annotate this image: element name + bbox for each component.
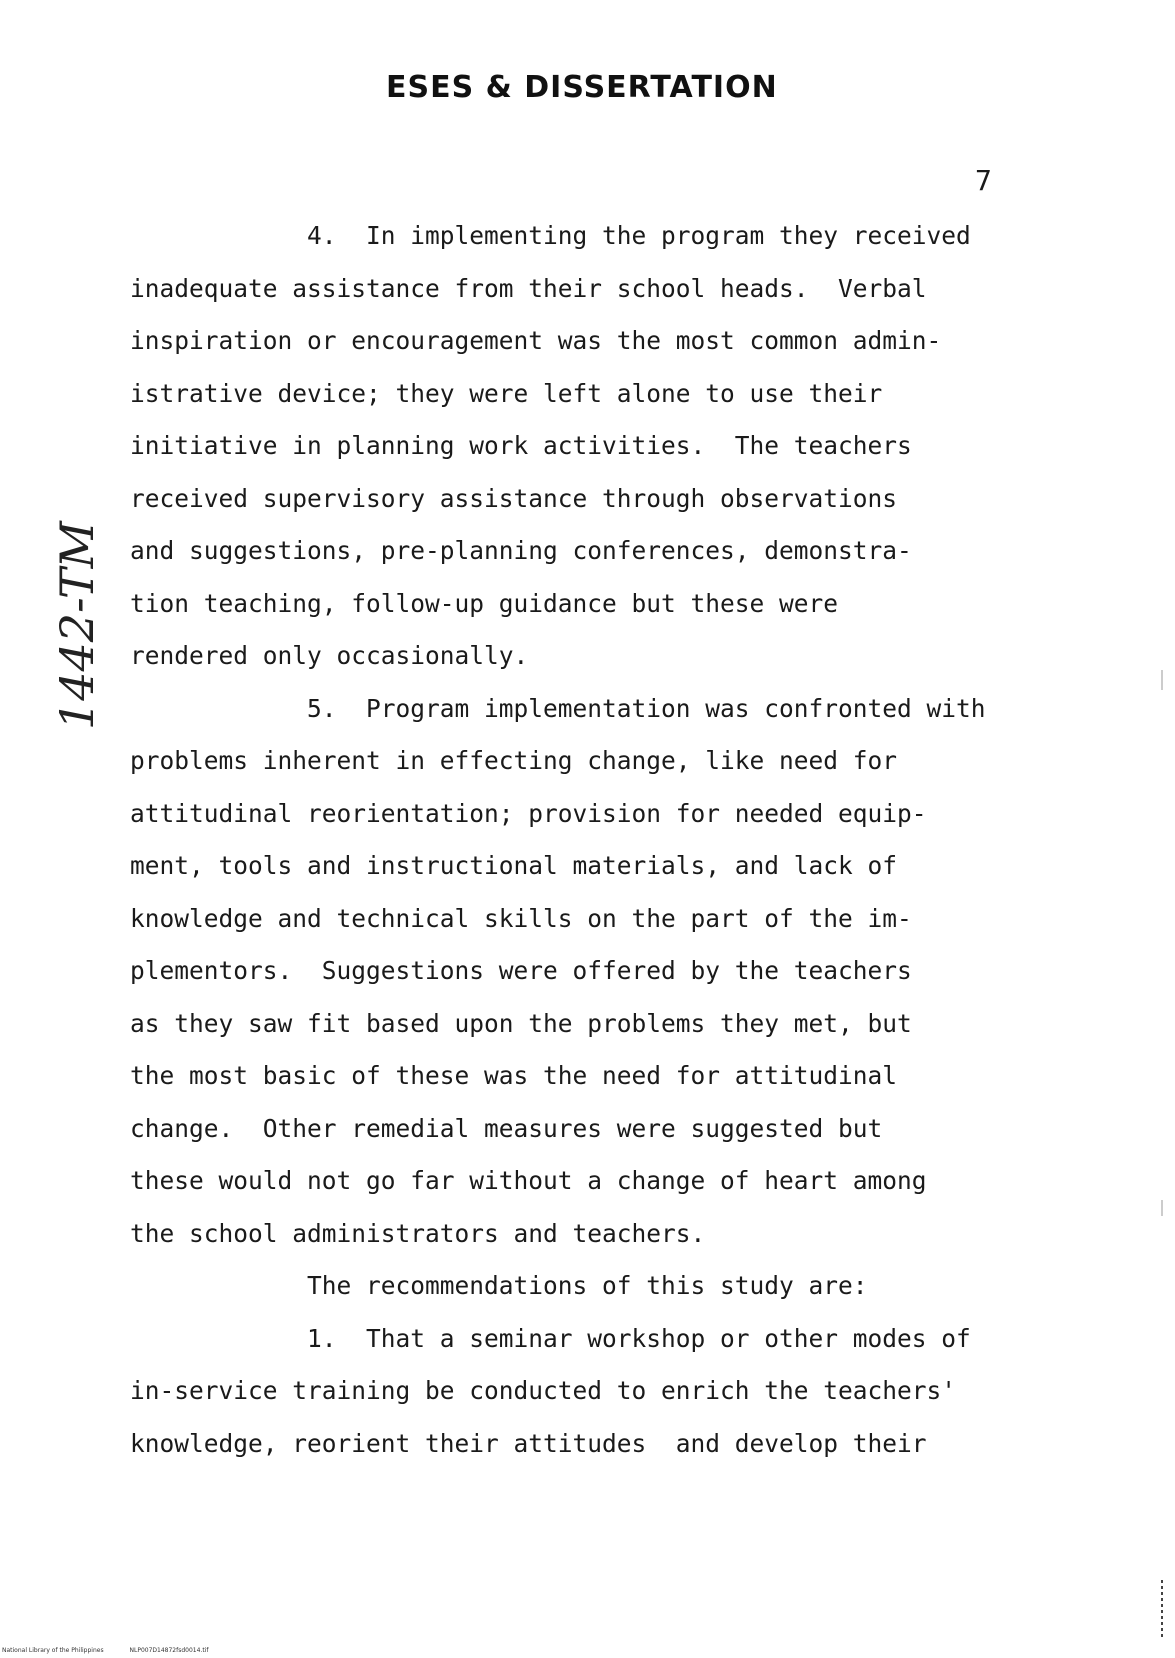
text-line: rendered only occasionally.	[130, 641, 529, 670]
scan-footer	[2, 1647, 232, 1654]
file-name: NLP007D14872fsd0014.tif	[129, 1647, 209, 1654]
text-line: attitudinal reorientation; provision for needed equip-	[130, 798, 927, 828]
theses-dissertation-stamp: ESES & DISSERTATION	[386, 70, 778, 105]
text-line: problems inherent in effecting change, like need for	[130, 746, 898, 775]
text-line: and suggestions, pre-planning conferences, demonstra-	[130, 536, 912, 565]
text-line: 4. In implementing the program they received	[130, 221, 971, 250]
text-line: plementors. Suggestions were offered by the teachers	[130, 956, 912, 985]
text-line: in-service training be conducted to enrich the teachers'	[130, 1376, 957, 1405]
text-line: the school administrators and teachers.	[130, 1218, 706, 1248]
library-credit: National Library of the Philippines	[2, 1647, 104, 1654]
page-number: 7	[975, 164, 992, 197]
text-line: inspiration or encouragement was the most common admin-	[130, 326, 942, 355]
text-line: ment, tools and instructional materials, and lack of	[130, 851, 898, 880]
text-line: change. Other remedial measures were suggested but	[130, 1113, 883, 1143]
text-line: tion teaching, follow-up guidance but these were	[130, 588, 839, 618]
document-body	[130, 210, 1030, 1470]
text-line: received supervisory assistance through observations	[130, 483, 898, 513]
text-line: 5. Program implementation was confronted with	[130, 693, 986, 723]
handwritten-accession-number: 1442-TM	[50, 521, 104, 730]
scan-artifact	[1161, 1200, 1163, 1216]
text-line: initiative in planning work activities. The teachers	[130, 431, 912, 460]
text-line: as they saw fit based upon the problems they met, but	[130, 1008, 912, 1038]
scan-artifact	[1161, 670, 1163, 690]
text-line: istrative device; they were left alone to use their	[130, 378, 883, 408]
text-line: these would not go far without a change of heart among	[130, 1166, 927, 1195]
scan-artifact	[1161, 1580, 1163, 1640]
text-line: The recommendations of this study are:	[130, 1271, 868, 1300]
text-line: the most basic of these was the need for attitudinal	[130, 1061, 898, 1090]
text-line: inadequate assistance from their school heads. Verbal	[130, 273, 927, 303]
text-line: knowledge, reorient their attitudes and develop their	[130, 1428, 927, 1458]
text-line: knowledge and technical skills on the part of the im-	[130, 903, 912, 933]
text-line: 1. That a seminar workshop or other modes of	[130, 1323, 971, 1353]
